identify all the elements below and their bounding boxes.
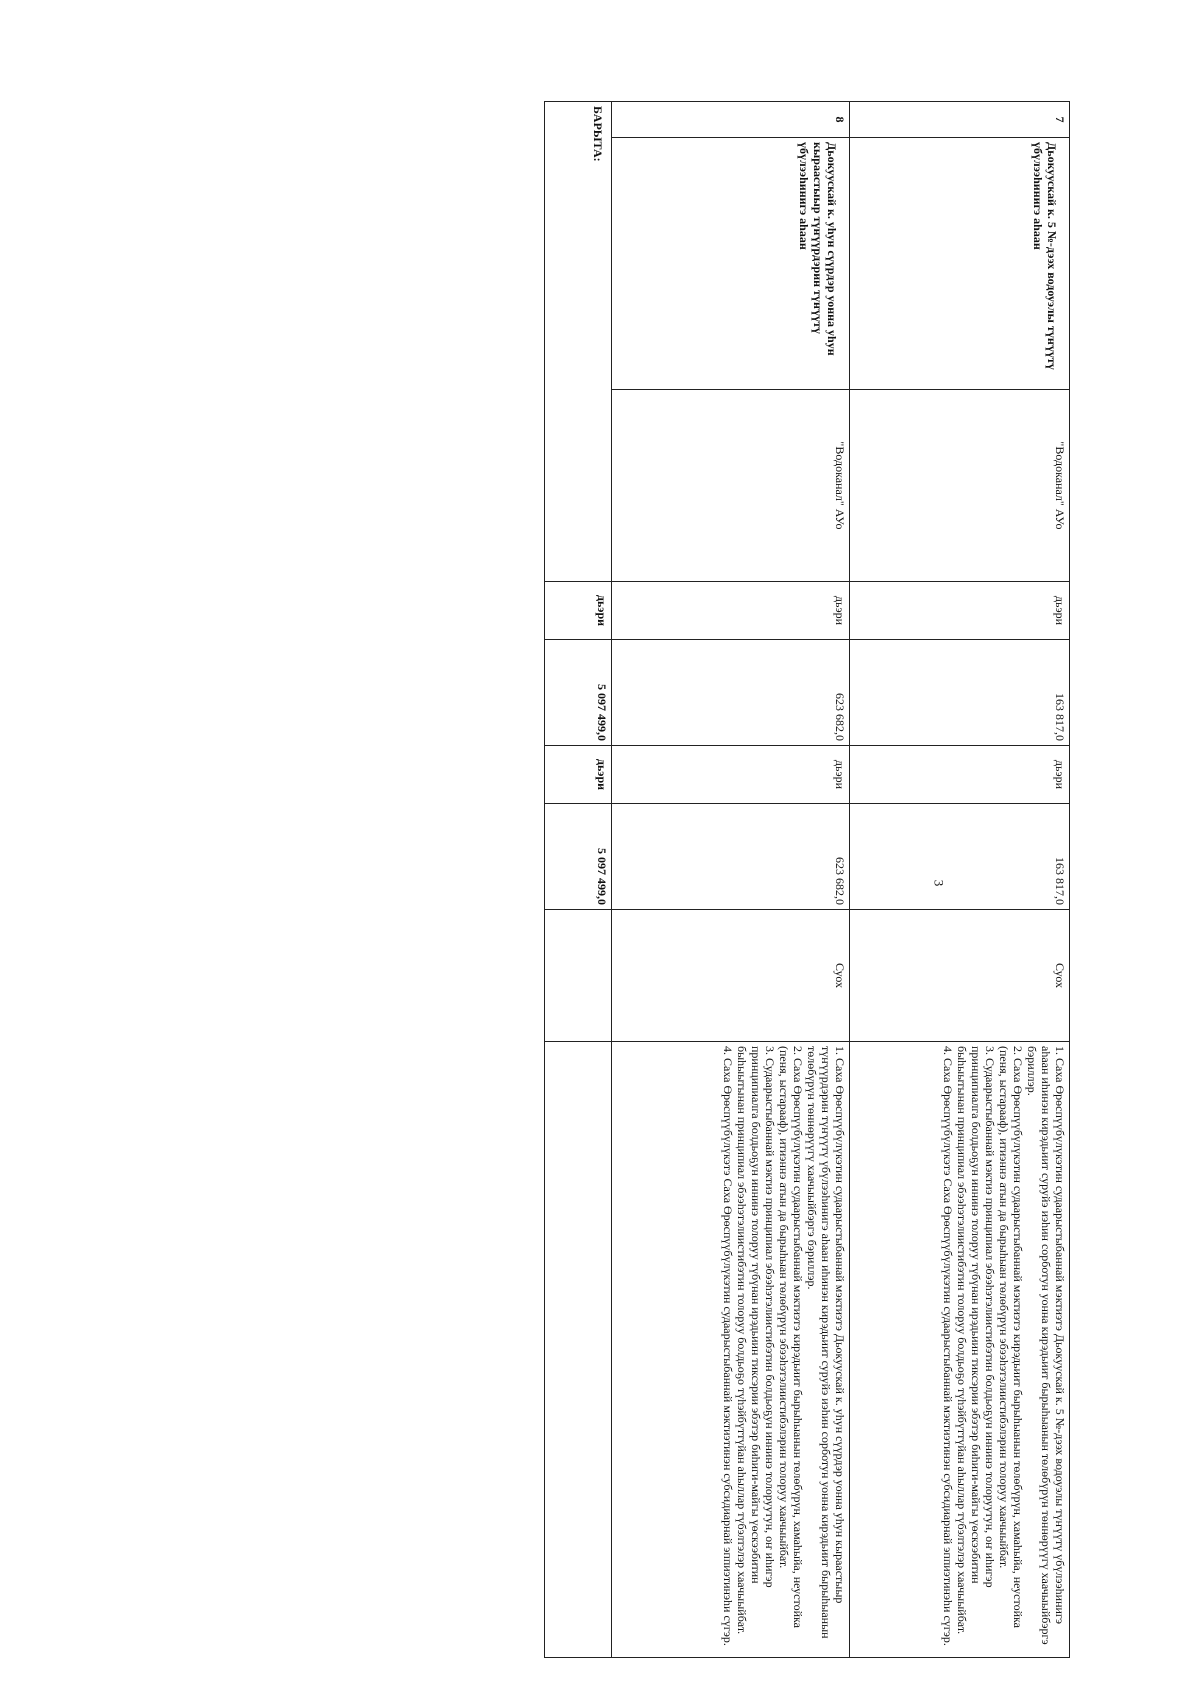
condition-text: 2. Саха Өрөспүүбүлүкэтин судаарыстыбаннай мэктиэтэ кирэдьиит бырыһыанын төлөбүрүн, хамаһыйа, неустойка (пеня, ыстарааф), итиэннэ атын да бырыһыан төлөбүрүн эбээһэтэлиистибэлэрин толоруу хаачыыйбат.: [997, 1046, 1025, 1628]
amount-cell: 163 817,0: [850, 640, 1070, 746]
conditions-cell: [850, 1042, 1070, 1658]
purpose-cell: Дьокуускай к. уһун сүүрдэр уонна уһун кыраастыыр түҥүүрдэрин түҥүүтү үбүлээһинигэ аһаан: [612, 138, 850, 390]
status-cell: дьэри: [850, 582, 1070, 640]
row-number: 7: [850, 102, 1070, 138]
recourse-cell: Суох: [612, 910, 850, 1042]
table-row: [612, 102, 850, 1658]
condition-text: 4. Саха Өрөспүүбүлүкэтэ Саха Өрөспүүбүлүкэтин судаарыстыбаннай мэктиэтинэн субсидиарнай эппиэтинэһи сүгэр.: [941, 1046, 955, 1646]
page-number: 3: [931, 879, 947, 887]
conditions-cell: [612, 1042, 850, 1658]
amount-cell: 163 817,0: [850, 804, 1070, 910]
condition-text: 3. Судаарыстыбаннай мэктиэ принципиал эбээһэтэлиистибэтин болдьоҕун иннинэ толоруутун, оҥ иһигэр принципиалга болдьоҕун иннинэ толоруу түбүнан ирэдьиин тиксэрии эбэтэр биһиги-майгы үөскээбитин быһыытынан принципиал эбээһэтэлиистибэтин толоруу болдьоҕо түһэйбүттүйан аһыллар түбэлтэлэр хаачыыйбат.: [735, 1046, 777, 1635]
principal-cell: "Водоканал" АУо: [612, 390, 850, 582]
condition-text: 3. Судаарыстыбаннай мэктиэ принципиал эбээһэтэлиистибэтин болдьоҕун иннинэ толоруутун, оҥ иһигэр принципиалга болдьоҕун иннинэ толоруу түбүнан ирэдьиин тиксэрии эбэтэр биһиги-майгы үөскээбитин быһыытынан принципиал эбээһэтэлиистибэтин толоруу болдьоҕо түһэйбүттүйан аһыллар түбэлтэлэр хаачыыйбат.: [955, 1046, 997, 1635]
amount-cell: 623 682,0: [612, 640, 850, 746]
condition-text: 1. Саха Өрөспүүбүлүкэтин судаарыстыбаннай мэктиэтэ Дьокуускай к. уһун сүүрдэр уонна уһун кыраастыыр түҥүүрдэрин түҥүүтү үбүлээһинигэ аһаан иһинэн кирэдьиит суруйэ иэһин сорботун уонна кирэдьиит бырыһыанын төлөбүрүн төннөрүүгү хаачыыйбэргэ бэриллэр.: [805, 1046, 847, 1639]
total-status-cell: дьэри: [545, 746, 612, 804]
status-cell: дьэри: [612, 582, 850, 640]
total-amount-cell: 5 097 499,0: [545, 804, 612, 910]
total-row: [545, 102, 612, 1658]
guarantee-table: [544, 101, 1070, 1658]
amount-cell: 623 682,0: [612, 804, 850, 910]
status-cell: дьэри: [612, 746, 850, 804]
condition-text: 4. Саха Өрөспүүбүлүкэтэ Саха Өрөспүүбүлүкэтин судаарыстыбаннай мэктиэтинэн субсидиарнай эппиэтинэһи сүгэр.: [721, 1046, 735, 1646]
condition-text: 1. Саха Өрөспүүбүлүкэтин судаарыстыбаннай мэктиэтэ Дьокуускай к. 5 №-дээх водоуэлы түҥүүтү үбүлээһинигэ аһаан иһинэн кирэдьиит суруйэ иэһин сорботун уонна кирэдьиит бырыһыанын төлөбүрүн төннөрүүгү хаачыыйбэргэ бэриллэр.: [1025, 1046, 1067, 1645]
total-label: БАРЫТА:: [545, 102, 612, 582]
empty-cell: [545, 1042, 612, 1658]
row-number: 8: [612, 102, 850, 138]
table-row: [850, 102, 1070, 1658]
purpose-cell: Дьокуускай к. 5 №-дээх водоуэлы түҥүүтү үбүлээһинигэ аһаан: [850, 138, 1070, 390]
rotated-table-container: [574, 101, 1070, 1658]
condition-text: 2. Саха Өрөспүүбүлүкэтин судаарыстыбаннай мэктиэтэ кирэдьиит бырыһыанын төлөбүрүн, хамаһыйа, неустойка (пеня, ыстарааф), итиэннэ атын да бырыһыан төлөбүрүн эбээһэтэлиистибэлэрин толоруу хаачыыйбат.: [777, 1046, 805, 1628]
status-cell: дьэри: [850, 746, 1070, 804]
total-amount-cell: 5 097 499,0: [545, 640, 612, 746]
recourse-cell: Суох: [850, 910, 1070, 1042]
principal-cell: "Водоканал" АУо: [850, 390, 1070, 582]
empty-cell: [545, 910, 612, 1042]
total-status-cell: дьэри: [545, 582, 612, 640]
